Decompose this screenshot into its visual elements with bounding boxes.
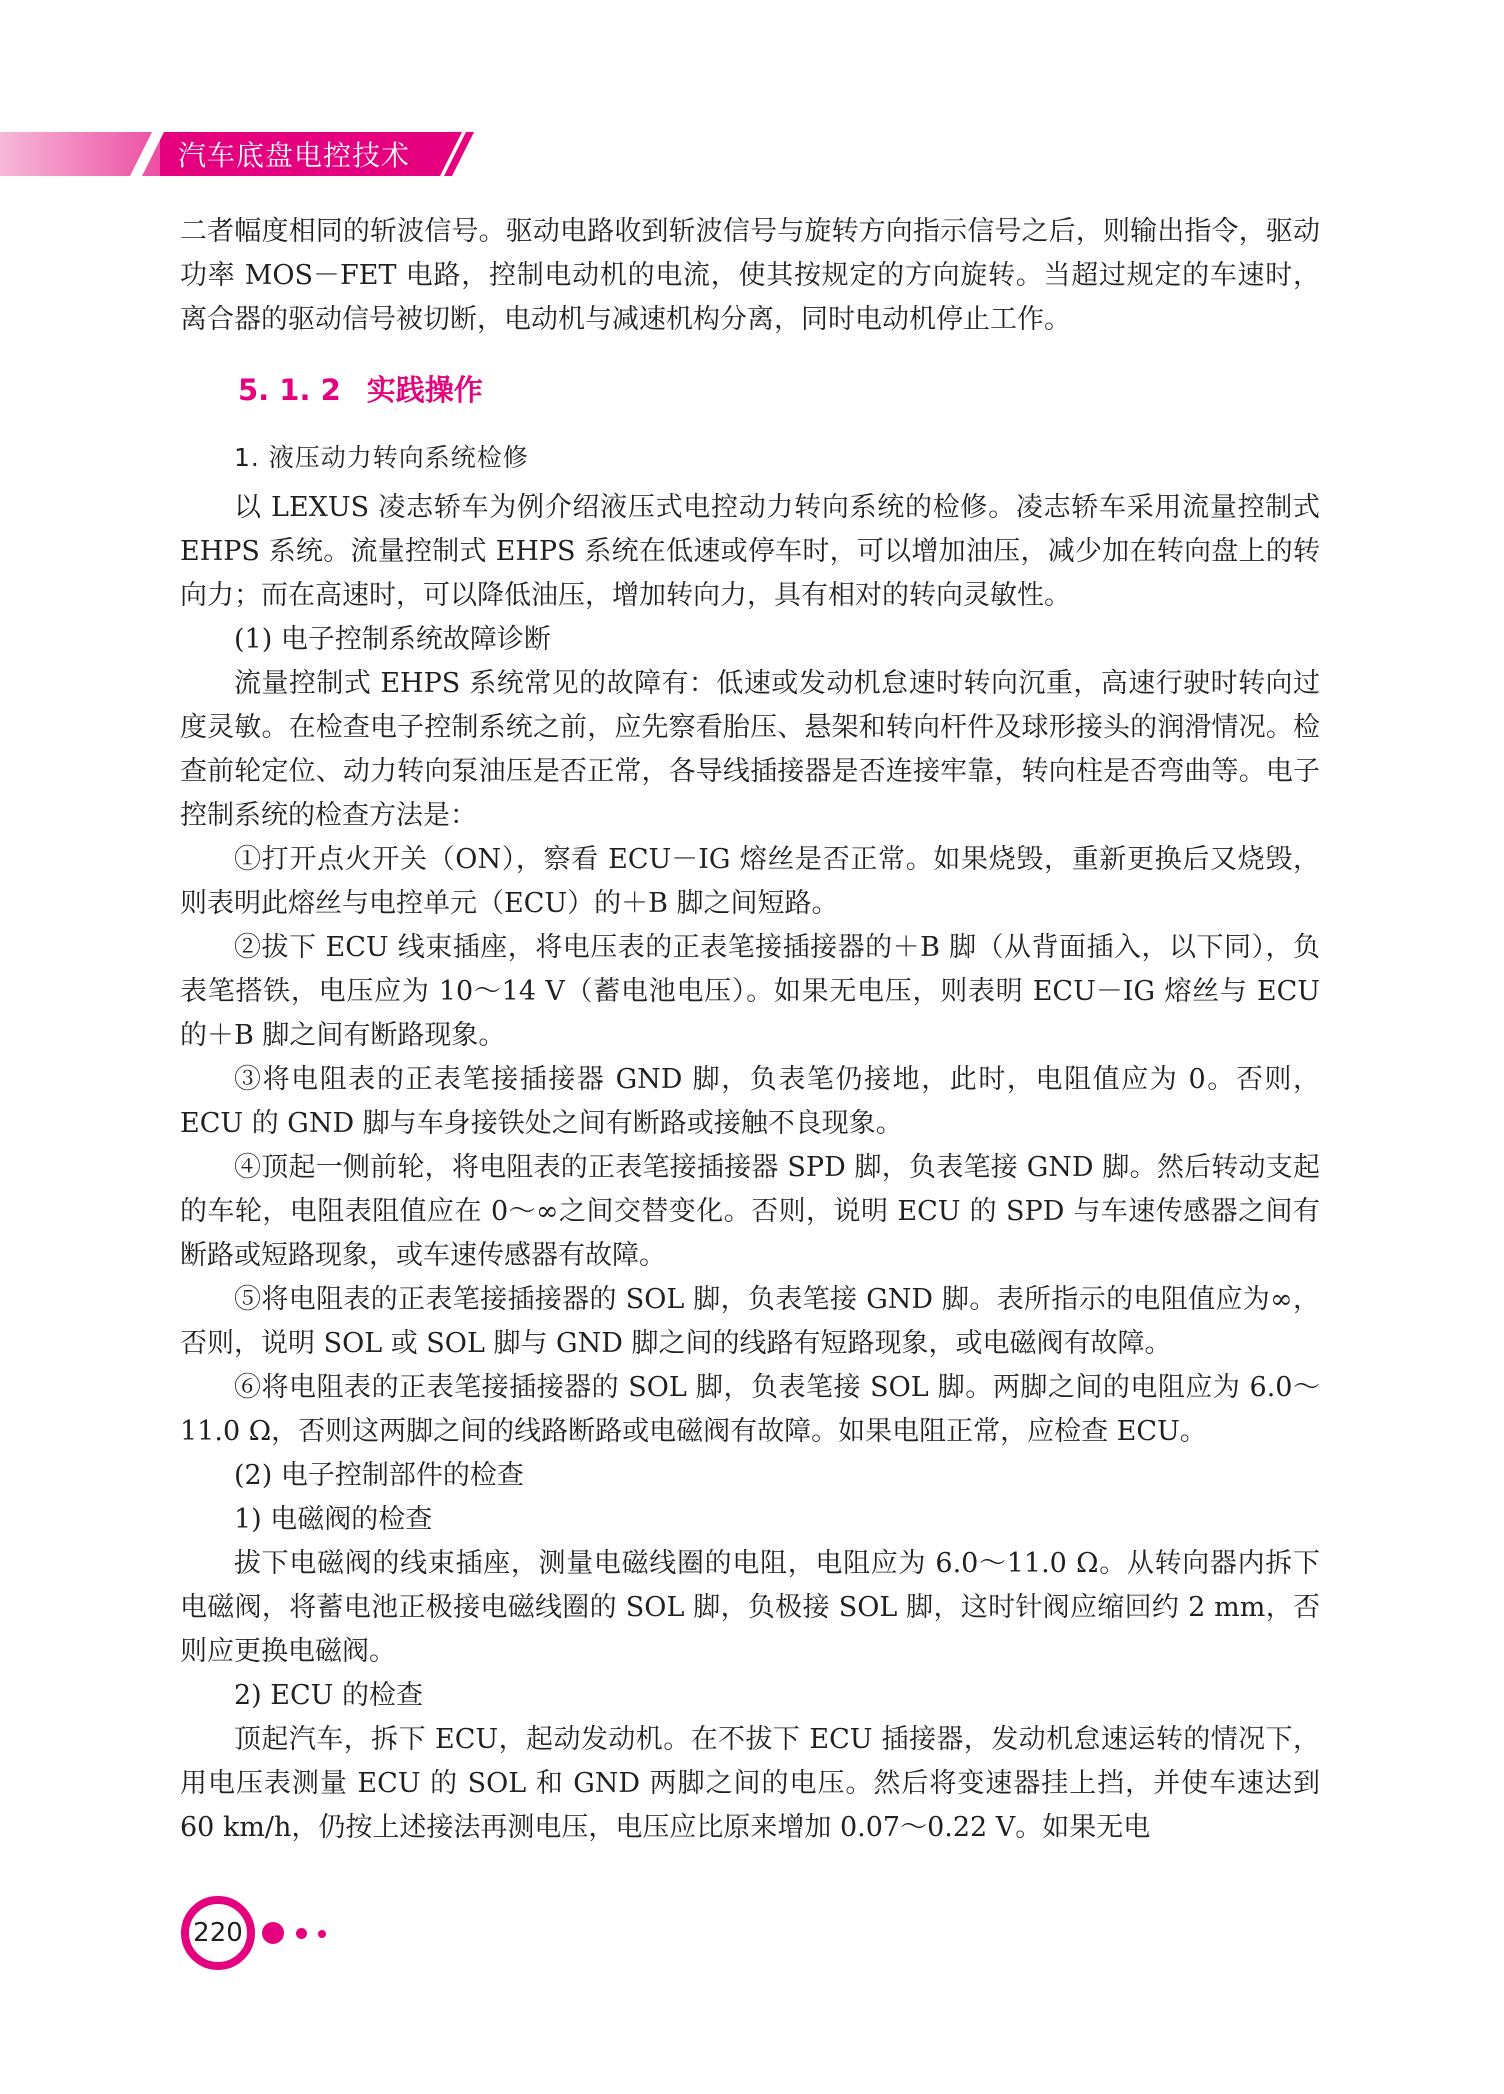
paragraph-heading: (1) 电子控制系统故障诊断 xyxy=(234,624,551,655)
paragraph: ③将电阻表的正表笔接插接器 GND 脚，负表笔仍接地，此时，电阻值应为 0。否则，ECU 的 GND 脚与车身接铁处之间有断路或接触不良现象。 xyxy=(180,1064,1320,1139)
paragraph: 流量控制式 EHPS 系统常见的故障有：低速或发动机怠速时转向沉重，高速行驶时转向过度灵敏。在检查电子控制系统之前，应先察看胎压、悬架和转向杆件及球形接头的润滑情况。检查前轮定位、动力转向泵油压是否正常，各导线插接器是否连接牢靠，转向柱是否弯曲等。电子控制系统的检查方法是： xyxy=(180,668,1320,831)
paragraph-heading: (2) 电子控制部件的检查 xyxy=(234,1460,524,1491)
paragraph: ①打开点火开关（ON），察看 ECU－IG 熔丝是否正常。如果烧毁，重新更换后又烧毁，则表明此熔丝与电控单元（ECU）的＋B 脚之间短路。 xyxy=(180,844,1320,919)
decorative-dot-large xyxy=(262,1922,284,1944)
subsection-title: 1. 液压动力转向系统检修 xyxy=(234,443,529,472)
intro-paragraph: 二者幅度相同的斩波信号。驱动电路收到斩波信号与旋转方向指示信号之后，则输出指令，驱动功率 MOS－FET 电路，控制电动机的电流，使其按规定的方向旋转。当超过规定的车速时，离合器的驱动信号被切断，电动机与减速机构分离，同时电动机停止工作。 xyxy=(180,216,1320,335)
subsection-block xyxy=(180,436,1320,480)
paragraph: ⑤将电阻表的正表笔接插接器的 SOL 脚，负表笔接 GND 脚。表所指示的电阻值应为∞，否则，说明 SOL 或 SOL 脚与 GND 脚之间的线路有短路现象，或电磁阀有故障。 xyxy=(180,1284,1320,1359)
section-number: 5. 1. 2 xyxy=(238,373,341,407)
decorative-dot-small xyxy=(318,1930,326,1938)
paragraph: ②拔下 ECU 线束插座，将电压表的正表笔接插接器的＋B 脚（从背面插入，以下同），负表笔搭铁，电压应为 10～14 V（蓄电池电压）。如果无电压，则表明 ECU－IG 熔丝与 ECU 的＋B 脚之间有断路现象。 xyxy=(180,932,1320,1051)
paragraph: 以 LEXUS 凌志轿车为例介绍液压式电控动力转向系统的检修。凌志轿车采用流量控制式 EHPS 系统。流量控制式 EHPS 系统在低速或停车时，可以增加油压，减少加在转向盘上的转向力；而在高速时，可以降低油压，增加转向力，具有相对的转向灵敏性。 xyxy=(180,492,1320,611)
main-text xyxy=(180,486,1320,1850)
page-number: 220 xyxy=(193,1918,243,1948)
paragraph: ⑥将电阻表的正表笔接插接器的 SOL 脚，负表笔接 SOL 脚。两脚之间的电阻应为 6.0～11.0 Ω，否则这两脚之间的线路断路或电磁阀有故障。如果电阻正常，应检查 ECU。 xyxy=(180,1372,1320,1447)
paragraph-heading: 2) ECU 的检查 xyxy=(234,1680,423,1711)
paragraph-heading: 1) 电磁阀的检查 xyxy=(234,1504,433,1535)
paragraph: 顶起汽车，拆下 ECU，起动发动机。在不拔下 ECU 插接器，发动机怠速运转的情况下，用电压表测量 ECU 的 SOL 和 GND 两脚之间的电压。然后将变速器挂上挡，并使车速达到 60 km/h，仍按上述接法再测电压，电压应比原来增加 0.07～0.22 V。如果无电 xyxy=(180,1724,1320,1843)
decorative-dot-medium xyxy=(296,1928,307,1939)
section-title: 实践操作 xyxy=(366,373,483,407)
intro-block xyxy=(180,210,1320,342)
paragraph: 拔下电磁阀的线束插座，测量电磁线圈的电阻，电阻应为 6.0～11.0 Ω。从转向器内拆下电磁阀，将蓄电池正极接电磁线圈的 SOL 脚，负极接 SOL 脚，这时针阀应缩回约 2 mm，否则应更换电磁阀。 xyxy=(180,1548,1320,1667)
section-heading xyxy=(238,368,483,409)
book-title: 汽车底盘电控技术 xyxy=(178,139,411,172)
paragraph: ④顶起一侧前轮，将电阻表的正表笔接插接器 SPD 脚，负表笔接 GND 脚。然后转动支起的车轮，电阻表阻值应在 0～∞之间交替变化。否则，说明 ECU 的 SPD 与车速传感器之间有断路或短路现象，或车速传感器有故障。 xyxy=(180,1152,1320,1271)
